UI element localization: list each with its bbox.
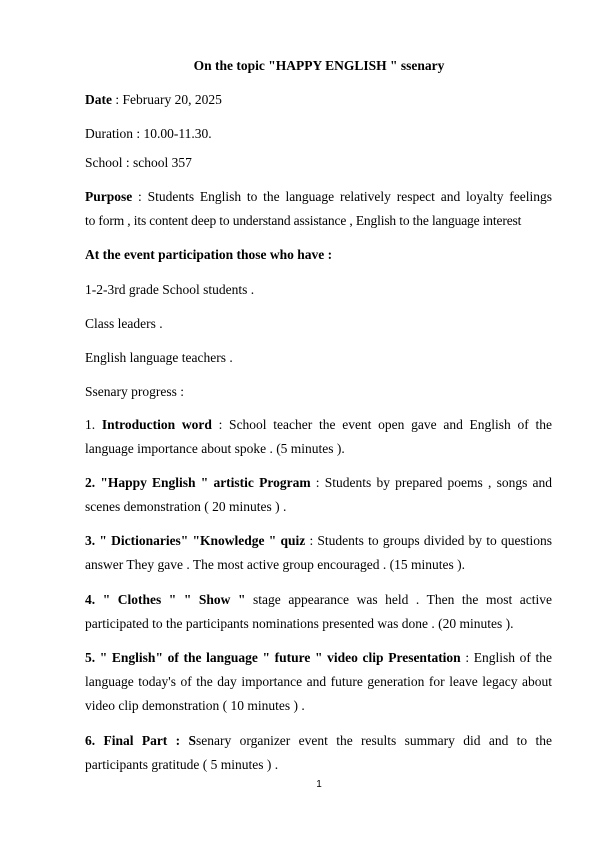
step-text: : Students by prepared poems , songs and scenes demonstration ( 20 minutes ) . bbox=[85, 475, 553, 514]
step-item bbox=[85, 529, 552, 577]
step-number: 6. bbox=[85, 733, 104, 748]
purpose-text-1: : Students English to the language relatively respect and loyalty feelings bbox=[132, 189, 552, 204]
step-text: : English of the language today's of the day importance and future generation for leave legacy about video clip demonstration ( 10 minutes ) . bbox=[85, 650, 553, 713]
participants-heading: At the event participation those who have : bbox=[85, 247, 333, 262]
step-title: " Clothes " " Show " bbox=[102, 592, 246, 607]
date-line bbox=[85, 92, 552, 108]
step-title: " English" of the language " future " video clip Presentation bbox=[99, 650, 461, 665]
date-value: : February 20, 2025 bbox=[112, 92, 222, 107]
step-item bbox=[85, 646, 552, 718]
step-title: Introduction word bbox=[101, 417, 212, 432]
school-line: School : school 357 bbox=[85, 155, 192, 170]
step-title: Final Part : S bbox=[103, 733, 196, 748]
participant-item: English language teachers . bbox=[85, 350, 233, 365]
purpose-line-2: to form , its content deep to understand assistance , English to the language interest bbox=[85, 213, 522, 228]
step-text: stage appearance was held . Then the most active participated to the participants nominations presented was done . (20 minutes ). bbox=[85, 592, 552, 631]
step-text: : Students to groups divided by to questions answer They gave . The most active group encouraged . (15 minutes ). bbox=[85, 533, 552, 572]
duration-line: Duration : 10.00-11.30. bbox=[85, 126, 212, 141]
step-item bbox=[85, 588, 552, 636]
step-number: 3. bbox=[85, 533, 100, 548]
step-number: 1. bbox=[85, 417, 102, 432]
step-item bbox=[85, 729, 552, 777]
step-text: senary organizer event the results summary did and to the participants gratitude ( 5 minutes ) . bbox=[85, 733, 552, 772]
step-item bbox=[85, 413, 552, 461]
purpose-label: Purpose bbox=[85, 189, 133, 204]
document-title: On the topic "HAPPY ENGLISH " ssenary bbox=[193, 58, 445, 73]
step-title: "Happy English " artistic Program bbox=[100, 475, 311, 490]
step-item bbox=[85, 471, 552, 519]
step-title: " Dictionaries" "Knowledge " quiz bbox=[99, 533, 306, 548]
participant-item: Class leaders . bbox=[85, 316, 163, 331]
progress-heading: Ssenary progress : bbox=[85, 384, 184, 399]
date-label: Date bbox=[85, 92, 112, 107]
page-number: 1 bbox=[316, 779, 322, 790]
step-number: 5. bbox=[85, 650, 100, 665]
participant-item: 1-2-3rd grade School students . bbox=[85, 282, 255, 297]
step-number: 4. bbox=[85, 592, 103, 607]
purpose-line-1 bbox=[85, 189, 552, 205]
step-text: : School teacher the event open gave and English of the language importance about spoke . (5 minutes ). bbox=[85, 417, 552, 456]
step-number: 2. bbox=[85, 475, 101, 490]
